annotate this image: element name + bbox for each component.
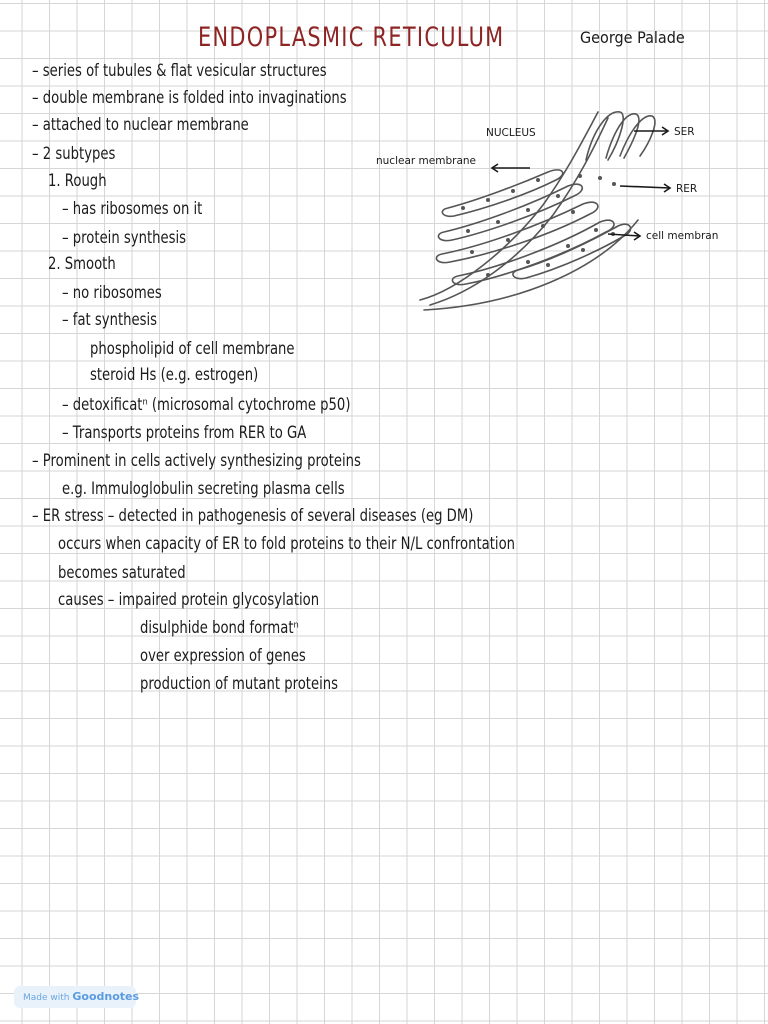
ribosome <box>594 228 598 232</box>
ribosome <box>461 206 465 210</box>
note-line: causes – impaired protein glycosylation <box>58 590 320 609</box>
label-rer: RER <box>676 183 698 195</box>
badge-brand: Goodnotes <box>72 990 140 1003</box>
note-line: – protein synthesis <box>62 228 187 247</box>
ribosome <box>526 260 530 264</box>
label-ser: SER <box>674 126 695 138</box>
note-line: – 2 subtypes <box>32 144 116 163</box>
ribosome <box>571 210 575 214</box>
note-line: – double membrane is folded into invaginations <box>32 88 347 107</box>
note-line: production of mutant proteins <box>140 674 339 693</box>
note-line: over expression of genes <box>140 646 306 665</box>
ribosome <box>581 248 585 252</box>
ribosome <box>486 198 490 202</box>
ser-tubule <box>620 116 655 156</box>
note-line: – Transports proteins from RER to GA <box>62 423 307 442</box>
note-line: – detoxificatⁿ (microsomal cytochrome p50) <box>62 395 351 414</box>
ribosome <box>511 189 515 193</box>
note-subheading: 2. Smooth <box>48 254 116 273</box>
ribosome <box>598 176 602 180</box>
goodnotes-badge <box>14 986 140 1008</box>
ribosome <box>536 178 540 182</box>
note-line: becomes saturated <box>58 563 186 582</box>
ribosome <box>496 220 500 224</box>
ribosome <box>566 244 570 248</box>
er-diagram <box>368 100 768 315</box>
page-title: ENDOPLASMIC RETICULUM <box>198 22 505 53</box>
rer-cisterna <box>452 220 614 284</box>
ribosome <box>556 194 560 198</box>
ribosome <box>526 208 530 212</box>
label-nuclear-membrane: nuclear membrane <box>376 155 476 167</box>
note-line: – has ribosomes on it <box>62 199 203 218</box>
ribosome <box>470 250 474 254</box>
ribosome <box>578 174 582 178</box>
author-name: George Palade <box>580 28 685 47</box>
label-cell-membrane: cell membran <box>646 230 719 242</box>
ribosome <box>466 229 470 233</box>
note-line: occurs when capacity of ER to fold proteins to their N/L confrontation <box>58 534 516 553</box>
er-membranes <box>420 112 655 310</box>
rer-cisterna <box>438 184 582 240</box>
note-line: – attached to nuclear membrane <box>32 115 249 134</box>
note-line: steroid Hs (e.g. estrogen) <box>90 365 259 384</box>
note-line: – no ribosomes <box>62 283 162 302</box>
ribosome <box>486 273 490 277</box>
note-line: disulphide bond formatⁿ <box>140 618 299 637</box>
note-line: – Prominent in cells actively synthesizing proteins <box>32 451 361 470</box>
arrow-rer <box>620 186 670 188</box>
ribosome <box>541 224 545 228</box>
note-subheading: 1. Rough <box>48 171 107 190</box>
ribosome <box>546 263 550 267</box>
ribosome <box>612 182 616 186</box>
note-line: – ER stress – detected in pathogenesis of several diseases (eg DM) <box>32 506 474 525</box>
note-line: e.g. Immuloglobulin secreting plasma cells <box>62 479 345 498</box>
note-line: – series of tubules & flat vesicular structures <box>32 61 327 80</box>
badge-prefix: Made with <box>23 993 70 1003</box>
note-line: – fat synthesis <box>62 310 158 329</box>
label-nucleus: NUCLEUS <box>486 127 536 139</box>
ribosome <box>506 238 510 242</box>
note-line: phospholipid of cell membrane <box>90 339 295 358</box>
